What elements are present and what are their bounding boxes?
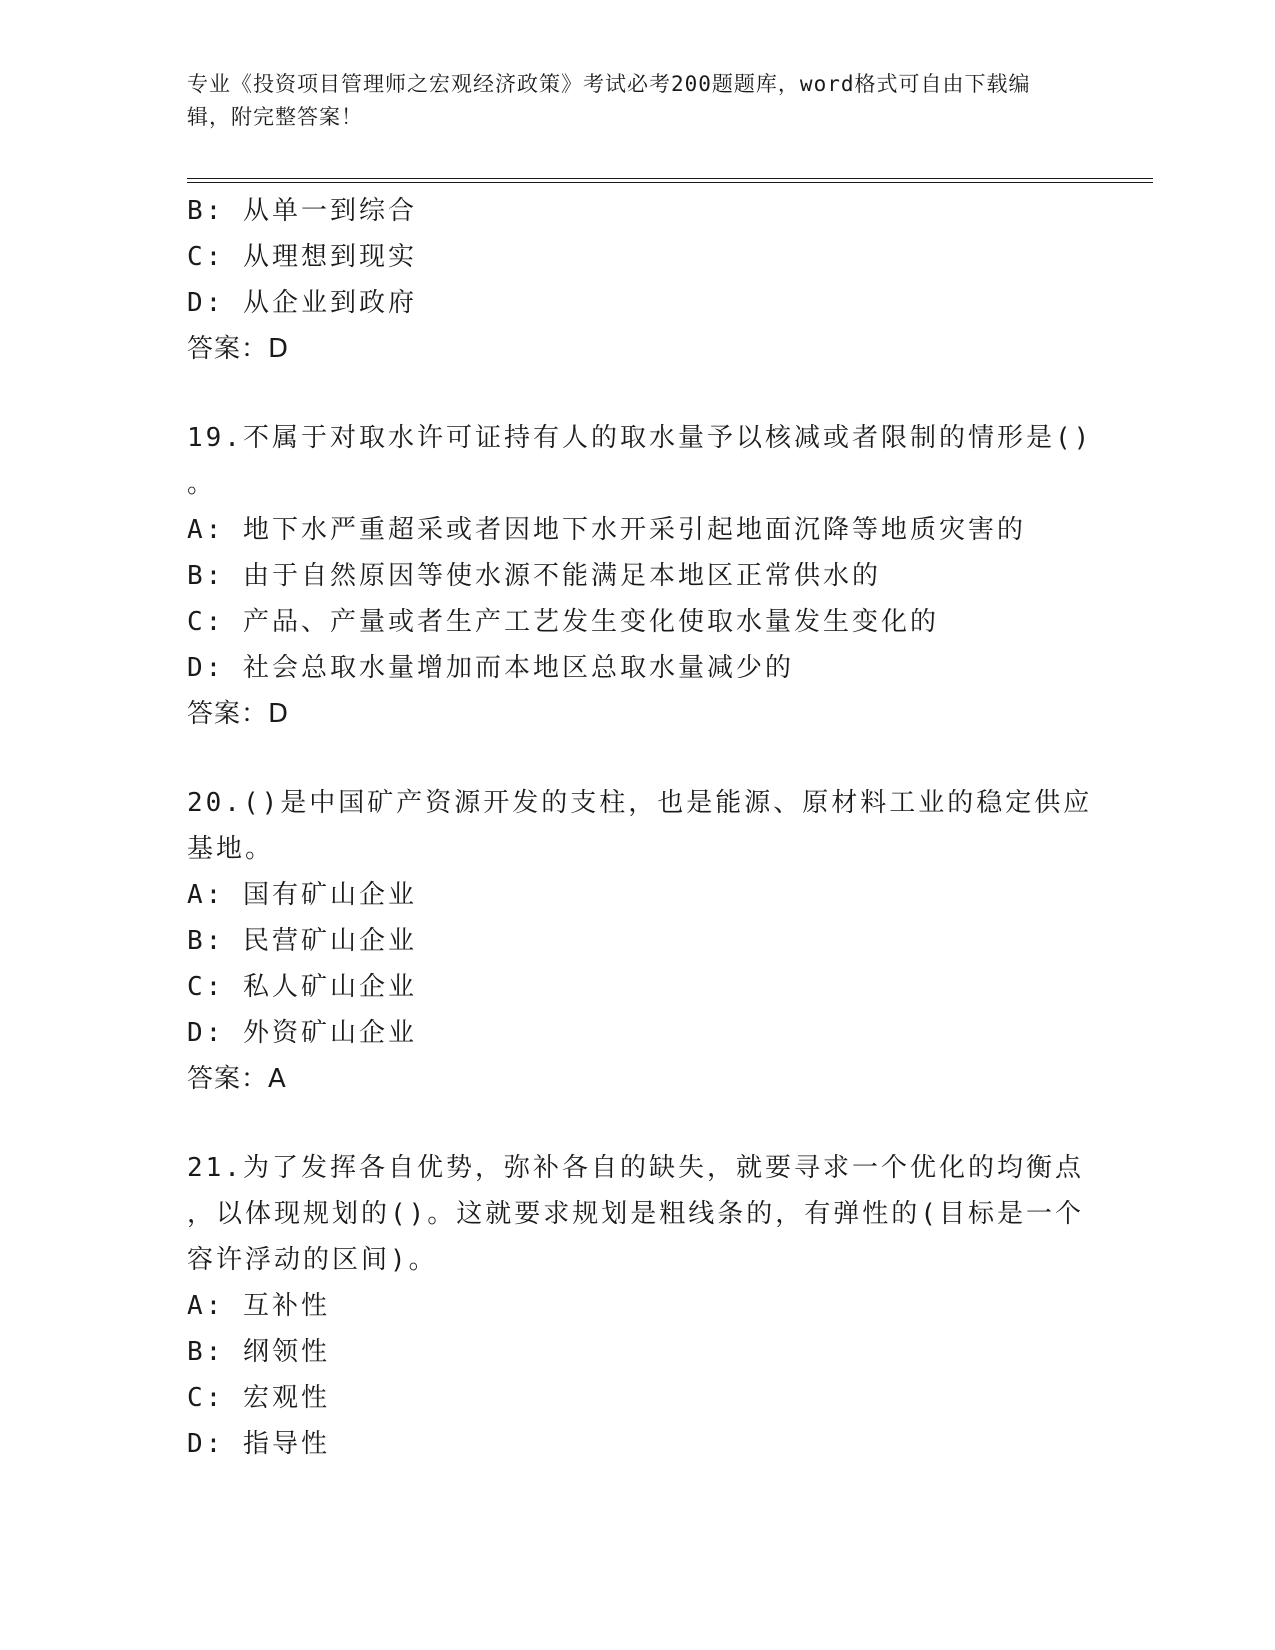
spacer	[187, 1102, 1077, 1145]
option-d: D: 从企业到政府	[187, 288, 417, 318]
option-c: C: 从理想到现实	[187, 242, 417, 272]
question-text-line: 20.()是中国矿产资源开发的支柱，也是能源、原材料工业的稳定供应	[187, 788, 1093, 818]
option-b: B: 从单一到综合	[187, 196, 417, 226]
option-c: C: 宏观性	[187, 1383, 330, 1413]
option-a: A: 国有矿山企业	[187, 880, 417, 910]
spacer	[187, 737, 1077, 780]
question-21	[187, 1145, 1084, 1467]
option-b: B: 由于自然原因等使水源不能满足本地区正常供水的	[187, 561, 881, 591]
question-20	[187, 780, 1093, 1102]
answer: 答案：A	[187, 1064, 287, 1094]
question-text-line: 容许浮动的区间)。	[187, 1245, 438, 1275]
header-text: 专业《投资项目管理师之宏观经济政策》考试必考200题题库，word格式可自由下载编辑，附完整答案！	[187, 72, 1031, 129]
question-text-line: 基地。	[187, 834, 275, 864]
question-text-line: 21.为了发挥各自优势，弥补各自的缺失，就要寻求一个优化的均衡点	[187, 1153, 1084, 1183]
option-d: D: 社会总取水量增加而本地区总取水量减少的	[187, 653, 794, 683]
question-19	[187, 415, 1093, 737]
option-b: B: 民营矿山企业	[187, 926, 417, 956]
option-d: D: 外资矿山企业	[187, 1018, 417, 1048]
option-c: C: 私人矿山企业	[187, 972, 417, 1002]
answer: 答案：D	[187, 334, 290, 364]
question-18-tail	[187, 188, 1077, 372]
option-a: A: 互补性	[187, 1291, 330, 1321]
question-list	[187, 188, 1093, 1467]
option-a: A: 地下水严重超采或者因地下水开采引起地面沉降等地质灾害的	[187, 515, 1026, 545]
question-text-line: ，以体现规划的()。这就要求规划是粗线条的，有弹性的(目标是一个	[187, 1199, 1084, 1229]
header-divider	[187, 178, 1153, 183]
option-b: B: 纲领性	[187, 1337, 330, 1367]
spacer	[187, 372, 1077, 415]
question-text-line: 19.不属于对取水许可证持有人的取水量予以核减或者限制的情形是()	[187, 423, 1093, 453]
answer: 答案：D	[187, 699, 290, 729]
page-header	[187, 68, 1067, 134]
question-text-line: 。	[187, 469, 217, 499]
option-d: D: 指导性	[187, 1429, 330, 1459]
option-c: C: 产品、产量或者生产工艺发生变化使取水量发生变化的	[187, 607, 939, 637]
